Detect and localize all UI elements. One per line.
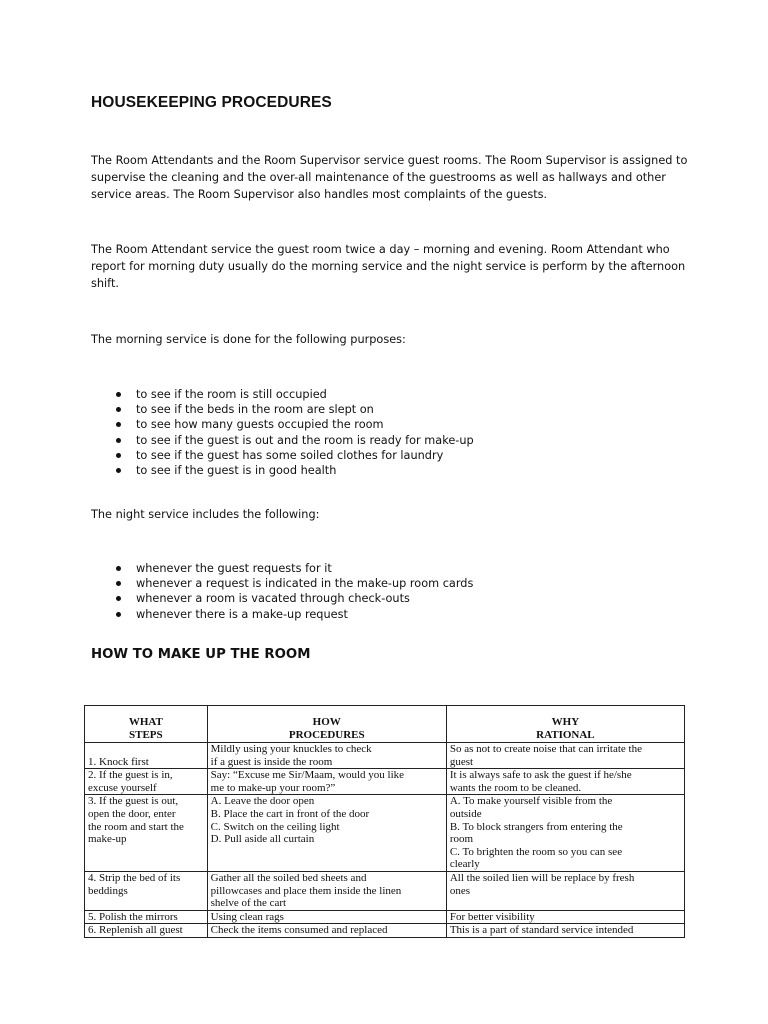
cell-line: Gather all the soiled bed sheets and (210, 871, 367, 884)
cell-line: B. To block strangers from entering the (449, 820, 623, 833)
table-row (85, 871, 685, 910)
how-cell (207, 924, 446, 938)
intro-paragraph (91, 152, 691, 203)
header-how-procedures: HOW PROCEDURES (207, 706, 446, 743)
cell-line: shelve of the cart (210, 897, 287, 910)
intro-line: supervise the cleaning and the over-all maintenance of the guestrooms as well as hallways and other (91, 171, 666, 184)
how-cell (207, 743, 446, 769)
cell-line: B. Place the cart in front of the door (210, 807, 370, 820)
cell-line: 3. If the guest is out, (88, 795, 179, 808)
cell-line: Say: “Excuse me Sir/Maam, would you like (210, 769, 405, 782)
cell-line: C. To brighten the room so you can see (449, 845, 623, 858)
table-row (85, 924, 685, 938)
table-header-row (85, 706, 685, 743)
how-cell (207, 871, 446, 910)
step-cell (85, 924, 208, 938)
cell-line: A. Leave the door open (210, 795, 315, 808)
list-item: whenever the guest requests for it (91, 561, 473, 576)
cell-line: room (449, 833, 474, 846)
cell-line: 4. Strip the bed of its (88, 871, 181, 884)
cell-line: wants the room to be cleaned. (449, 781, 582, 794)
cell-line: beddings (88, 884, 128, 897)
cell-line: outside (449, 807, 482, 820)
morning-intro: The morning service is done for the following purposes: (91, 333, 406, 346)
cell-line: make-up (88, 833, 127, 846)
cell-line: 6. Replenish all guest (88, 924, 183, 937)
night-service-list (91, 561, 473, 622)
table-row (85, 769, 685, 795)
how-cell (207, 795, 446, 872)
cell-line: C. Switch on the ceiling light (210, 820, 340, 833)
list-item: to see if the beds in the room are slept on (91, 402, 474, 417)
step-cell (85, 795, 208, 872)
cell-line: It is always safe to ask the guest if he/she (449, 769, 632, 782)
why-cell (446, 871, 684, 910)
table-row (85, 743, 685, 769)
header-what-steps: WHAT STEPS (85, 706, 208, 743)
cell-line: open the door, enter (88, 807, 176, 820)
cell-line: the room and start the (88, 820, 184, 833)
cell-line: D. Pull aside all curtain (210, 833, 315, 846)
make-up-room-table (84, 705, 685, 938)
cell-line: ones (449, 884, 470, 897)
step-cell (85, 871, 208, 910)
intro-line: The Room Attendants and the Room Supervisor service guest rooms. The Room Supervisor is assigned to (91, 154, 688, 167)
how-cell (207, 910, 446, 924)
night-intro: The night service includes the following: (91, 508, 320, 521)
cell-line: excuse yourself (88, 781, 157, 794)
cell-line: Check the items consumed and replaced (210, 924, 388, 937)
step-cell (85, 769, 208, 795)
list-item: to see if the guest has some soiled clothes for laundry (91, 448, 474, 463)
cell-line: 5. Polish the mirrors (88, 910, 178, 923)
cell-line: For better visibility (449, 910, 535, 923)
why-cell (446, 795, 684, 872)
step-cell (85, 743, 208, 769)
cell-line: Using clean rags (210, 910, 284, 923)
schedule-paragraph (91, 241, 691, 292)
why-cell (446, 910, 684, 924)
table-row (85, 795, 685, 872)
list-item: to see if the guest is in good health (91, 463, 474, 478)
table-body (85, 743, 685, 938)
cell-line: pillowcases and place them inside the linen (210, 884, 402, 897)
list-item: to see if the guest is out and the room is ready for make-up (91, 433, 474, 448)
list-item: to see how many guests occupied the room (91, 417, 474, 432)
schedule-line: The Room Attendant service the guest room twice a day – morning and evening. Room Attendant who (91, 243, 670, 256)
list-item: to see if the room is still occupied (91, 387, 474, 402)
why-cell (446, 769, 684, 795)
cell-line (88, 743, 204, 756)
why-cell (446, 924, 684, 938)
cell-line: guest (449, 755, 474, 768)
section-title: HOW TO MAKE UP THE ROOM (91, 647, 311, 662)
intro-line: service areas. The Room Supervisor also handles most complaints of the guests. (91, 188, 548, 201)
schedule-line: shift. (91, 277, 119, 290)
list-item: whenever a request is indicated in the make-up room cards (91, 576, 473, 591)
schedule-line: report for morning duty usually do the morning service and the night service is perform by the afternoon (91, 260, 686, 273)
step-cell (85, 910, 208, 924)
cell-line: 2. If the guest is in, (88, 769, 173, 782)
cell-line: 1. Knock first (88, 755, 149, 768)
cell-line: if a guest is inside the room (210, 755, 333, 768)
header-why-rational: WHY RATIONAL (446, 706, 684, 743)
morning-purposes-list (91, 387, 474, 478)
why-cell (446, 743, 684, 769)
cell-line: All the soiled lien will be replace by fresh (449, 871, 635, 884)
cell-line: me to make-up your room?” (210, 781, 336, 794)
cell-line: Mildly using your knuckles to check (210, 743, 372, 755)
list-item: whenever a room is vacated through check-outs (91, 591, 473, 606)
cell-line: A. To make yourself visible from the (449, 795, 613, 808)
list-item: whenever there is a make-up request (91, 607, 473, 622)
cell-line: clearly (449, 858, 480, 871)
cell-line: So as not to create noise that can irritate the (449, 743, 642, 755)
how-cell (207, 769, 446, 795)
table-row (85, 910, 685, 924)
cell-line: This is a part of standard service intended (449, 924, 634, 937)
page-title: HOUSEKEEPING PROCEDURES (91, 94, 332, 111)
